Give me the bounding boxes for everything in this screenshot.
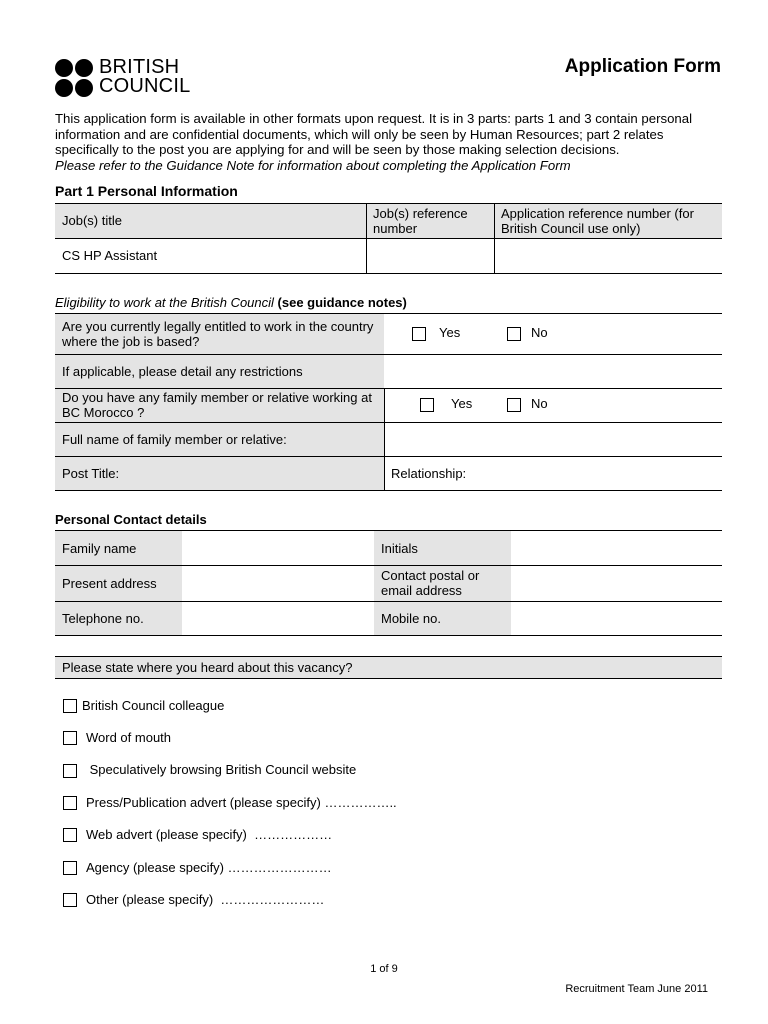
family-no-checkbox[interactable] [507,398,521,412]
app-ref-header-label: Application reference number (for British Council use only) [501,205,694,236]
british-council-logo-icon [55,59,95,99]
divider [55,456,722,457]
divider [55,490,722,491]
job-title-header [55,203,366,238]
post-title-label: Post Title: [62,465,120,481]
option-colleague-label: British Council colleague [82,698,225,713]
mobile-label-cell [374,601,511,635]
initials-label: Initials [381,540,418,556]
initials-label-cell [374,531,511,565]
option-word-of-mouth-label: Word of mouth [86,730,172,745]
job-title-value: CS HP Assistant [62,248,158,263]
option-other-checkbox[interactable] [63,893,77,907]
footer-team: Recruitment Team June 2011 [565,983,708,995]
divider [384,388,385,490]
family-yes-checkbox[interactable] [420,398,434,412]
job-ref-header [366,203,494,238]
divider [55,313,722,314]
option-web-advert-checkbox[interactable] [63,828,77,842]
entitled-question [55,314,384,354]
eligibility-heading [55,295,407,310]
mobile-label: Mobile no. [381,610,441,626]
telephone-input[interactable] [182,601,374,635]
option-web-advert-label: Web advert (please specify) ……………… [86,827,333,842]
divider [55,635,722,636]
vacancy-question-label: Please state where you heard about this vacancy? [62,659,353,675]
present-address-input[interactable] [182,565,374,601]
vacancy-question [55,656,722,678]
divider [55,354,722,355]
entitled-question-label: Are you currently legally entitled to work in the country where the job is based? [62,319,374,349]
job-ref-header-label: Job(s) reference number [373,205,468,236]
eligibility-heading-italic: Eligibility to work at the British Council [55,295,274,310]
family-name-input[interactable] [182,531,374,565]
divider [55,422,722,423]
option-website-label: Speculatively browsing British Council website [86,762,357,777]
family-question-label: Do you have any family member or relative working at BC Morocco ? [62,390,372,420]
divider [55,238,722,239]
initials-input[interactable] [511,531,722,565]
entitled-yes-label: Yes [439,325,461,340]
option-press-label: Press/Publication advert (please specify) …………….. [86,795,397,810]
intro-text: This application form is available in other formats upon request. It is in 3 parts: parts 1 and 3 contain personal information and are confidential documents, which will only be seen by Human Resources; part 2 relates specifically to the post you are applying for and will be seen by those making selection decisions. [55,111,693,157]
restrictions-field[interactable] [384,354,722,388]
logo-line-2: COUNCIL [99,75,191,97]
post-title-field[interactable] [55,456,384,490]
page-number: 1 of 9 [370,963,398,975]
option-colleague-checkbox[interactable] [63,699,77,713]
divider [55,530,722,531]
divider [366,203,367,273]
divider [494,203,495,273]
contact-postal-label: Contact postal or email address [381,568,480,598]
relationship-field[interactable] [384,456,722,490]
present-address-label-cell [55,565,182,601]
family-no-label: No [531,396,548,411]
option-word-of-mouth-checkbox[interactable] [63,731,77,745]
family-name-question-label: Full name of family member or relative: [62,431,287,447]
app-ref-header [494,203,722,238]
restrictions-question-label: If applicable, please detail any restrictions [62,363,303,379]
eligibility-heading-bold: (see guidance notes) [277,295,407,310]
family-yes-label: Yes [451,396,473,411]
contact-postal-label-cell [374,565,511,601]
restrictions-question [55,354,384,388]
job-ref-field[interactable] [366,238,494,273]
entitled-no-label: No [531,325,548,340]
divider [55,273,722,274]
option-other-label: Other (please specify) …………………… [86,892,325,907]
app-ref-field[interactable] [494,238,722,273]
divider [55,601,722,602]
divider [55,678,722,679]
option-website-checkbox[interactable] [63,764,77,778]
telephone-label: Telephone no. [62,610,144,626]
entitled-yes-checkbox[interactable] [412,327,426,341]
part1-heading: Part 1 Personal Information [55,183,238,199]
family-name-label: Family name [62,540,137,556]
family-question [55,388,384,422]
family-name-question [55,422,384,456]
divider [55,203,722,204]
job-title-header-label: Job(s) title [62,213,122,228]
intro-paragraph [55,111,725,173]
contact-postal-input[interactable] [511,565,722,601]
option-press-checkbox[interactable] [63,796,77,810]
present-address-label: Present address [62,575,157,591]
family-name-label-cell [55,531,182,565]
option-agency-label: Agency (please specify) …………………… [86,860,332,875]
divider [55,565,722,566]
page-title: Application Form [564,56,721,77]
entitled-no-checkbox[interactable] [507,327,521,341]
logo-wordmark [99,58,190,96]
family-name-field[interactable] [384,422,722,456]
divider [55,388,722,389]
logo-line-1: BRITISH [99,56,180,78]
mobile-input[interactable] [511,601,722,635]
job-title-field[interactable] [55,238,366,273]
option-agency-checkbox[interactable] [63,861,77,875]
relationship-label: Relationship: [391,465,467,481]
telephone-label-cell [55,601,182,635]
contact-heading: Personal Contact details [55,512,207,527]
divider [55,656,722,657]
intro-guidance-note: Please refer to the Guidance Note for information about completing the Application Form [55,157,571,173]
